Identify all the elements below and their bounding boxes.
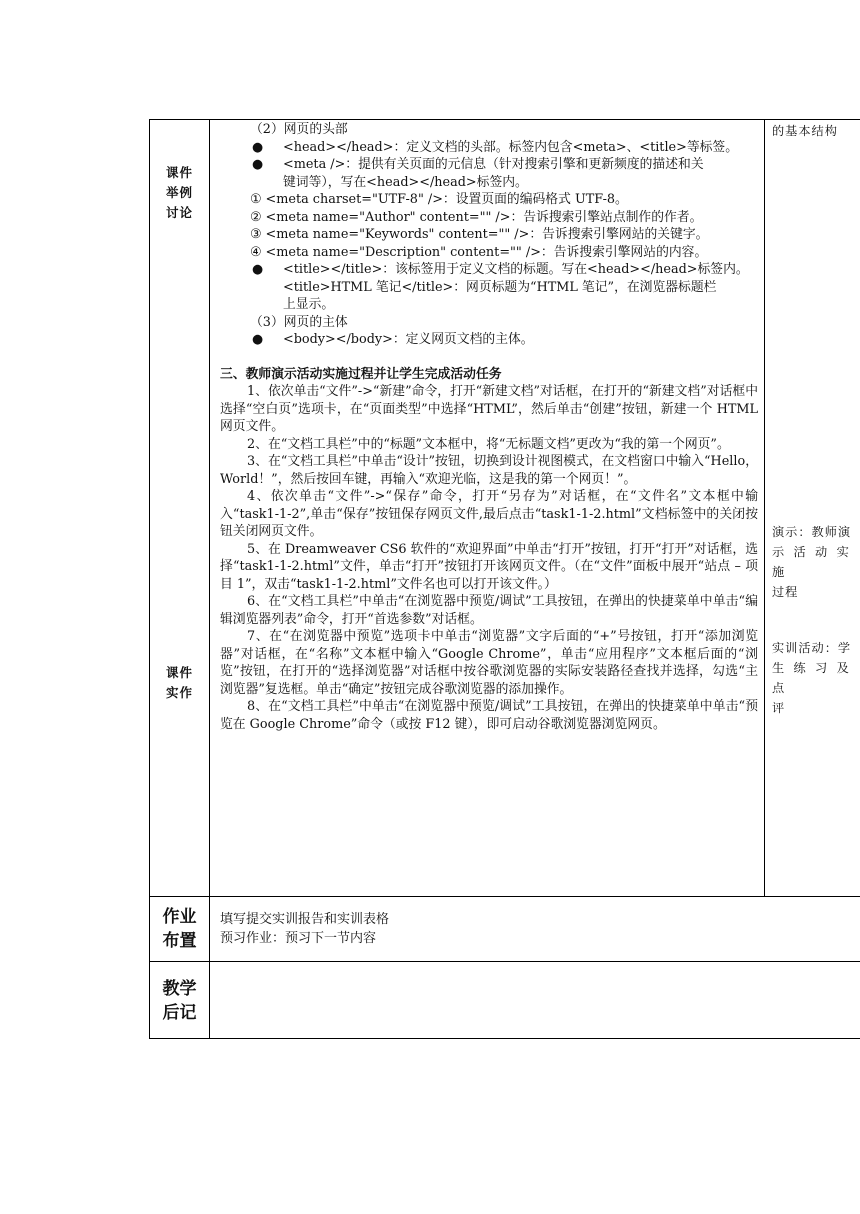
- table-divider-label: [209, 119, 210, 1039]
- table-border-left: [149, 119, 150, 1039]
- note-demo: 演示：教师演 示 活 动 实 施 过程: [772, 525, 852, 599]
- homework-content: [220, 910, 389, 948]
- bullet-icon: ●: [252, 262, 264, 277]
- bullet-title: ● <title></title>：该标签用于定义文档的标题。写在<head></head>标签内。: [252, 262, 749, 277]
- practice-label: 课件 实作: [165, 665, 193, 700]
- homework-line-2: 预习作业：预习下一节内容: [220, 931, 377, 946]
- homework-line-1: 填写提交实训报告和实训表格: [220, 912, 390, 927]
- body-section-title: （3）网页的主体: [250, 314, 348, 330]
- note-basic-structure: 的基本结构: [772, 124, 838, 138]
- table-border-top: [149, 119, 860, 120]
- step-7: 7、在“在浏览器中预览”选项卡中单击“浏览器”文字后面的“+”号按钮，打开“添加浏览器”对话框，在“名称”文本框中输入“Google Chrome”，单击“应用程序”文本框后面的“浏览”按钮，在打开的“选择浏览器”对话框中按谷歌浏览器的实际安装路径查找并选择，勾选“主浏览器”复选框。单击“确定”按钮完成谷歌浏览器的添加操作。: [220, 629, 758, 697]
- bullet-icon: ●: [252, 332, 264, 347]
- step-2: 2、在“文档工具栏”中的“标题”文本框中，将“无标题文档”更改为“我的第一个网页”。: [247, 436, 730, 452]
- step-5: 5、在 Dreamweaver CS6 软件的“欢迎界面”中单击“打开”按钮，打开“打开”对话框，选择“task1-1-2.html”文件，单击“打开”按钮打开该网页文件。（在“文件”面板中展开“站点 – 项目 1”，双击“task1-1-2.html”文件名也可以打开该文件。）: [220, 541, 758, 592]
- meta-item-3: ③ <meta name="Keywords" content="" />：告诉搜索引擎网站的关键字。: [250, 227, 709, 242]
- step-list: [220, 383, 758, 733]
- table-border-bottom: [149, 1038, 860, 1039]
- bullet-icon: ●: [252, 139, 264, 155]
- meta-item-1: ① <meta charset="UTF-8" />：设置页面的编码格式 UTF-8。: [250, 192, 628, 207]
- section-three-heading: 三、教师演示活动实施过程并让学生完成活动任务: [220, 366, 502, 382]
- step-3: 3、在“文档工具栏”中单击“设计”按钮，切换到设计视图模式，在文档窗口中输入“Hello，World！”，然后按回车键，再输入“欢迎光临，这是我的第一个网页！”。: [220, 454, 758, 487]
- bullet-meta: ● <meta />：提供有关页面的元信息（针对搜索引擎和更新频度的描述和关: [252, 157, 704, 172]
- homework-label: 作业 布置: [162, 907, 197, 951]
- step-1: 1、依次单击“文件”->“新建”命令，打开“新建文档”对话框，在打开的“新建文档”对话框中选择“空白页”选项卡，在“页面类型”中选择“HTML”，然后单击“创建”按钮，新建一个 HTML 网页文件。: [220, 384, 758, 434]
- examples-label: 课件 举例 讨论: [165, 165, 193, 220]
- meta-item-4: ④ <meta name="Description" content="" />：告诉搜索引擎网站的内容。: [250, 244, 708, 260]
- step-8: 8、在“文档工具栏”中单击“在浏览器中预览/调试”工具按钮，在弹出的快捷菜单中单击“预览在 Google Chrome”命令（或按 F12 键），即可启动谷歌浏览器浏览网页。: [220, 699, 758, 732]
- table-row-divider-notes: [149, 961, 860, 962]
- table-row-divider-homework: [149, 896, 860, 897]
- bullet-head: ● <head></head>：定义文档的头部。标签内包含<meta>、<title>等标签。: [252, 139, 739, 155]
- head-section-title: （2）网页的头部: [250, 122, 348, 137]
- note-practice: 实训活动：学 生 练 习 及 点 评: [772, 641, 852, 715]
- meta-item-2: ② <meta name="Author" content="" />：告诉搜索引擎站点制作的作者。: [250, 209, 703, 225]
- step-6: 6、在“文档工具栏”中单击“在浏览器中预览/调试”工具按钮，在弹出的快捷菜单中单击“编辑浏览器列表”命令，打开“首选参数”对话框。: [220, 594, 758, 627]
- bullet-title-cont-2: 上显示。: [283, 297, 335, 312]
- teaching-notes-label: 教学 后记: [162, 979, 197, 1023]
- bullet-title-cont-1: <title>HTML 笔记</title>：网页标题为“HTML 笔记”，在浏览器标题栏: [283, 279, 717, 295]
- step-4: 4、依次单击“文件”->“保存”命令，打开“另存为”对话框，在“文件名”文本框中输入“task1-1-2”,单击“保存”按钮保存网页文件,最后点击“task1-1-2.html”文档标签中的关闭按钮关闭网页文件。: [220, 489, 758, 539]
- table-divider-notes: [764, 119, 765, 896]
- lesson-content: [220, 121, 758, 733]
- bullet-meta-cont: 键词等），写在<head></head>标签内。: [283, 174, 528, 190]
- bullet-icon: ●: [252, 157, 264, 172]
- bullet-body: ● <body></body>：定义网页文档的主体。: [252, 332, 534, 347]
